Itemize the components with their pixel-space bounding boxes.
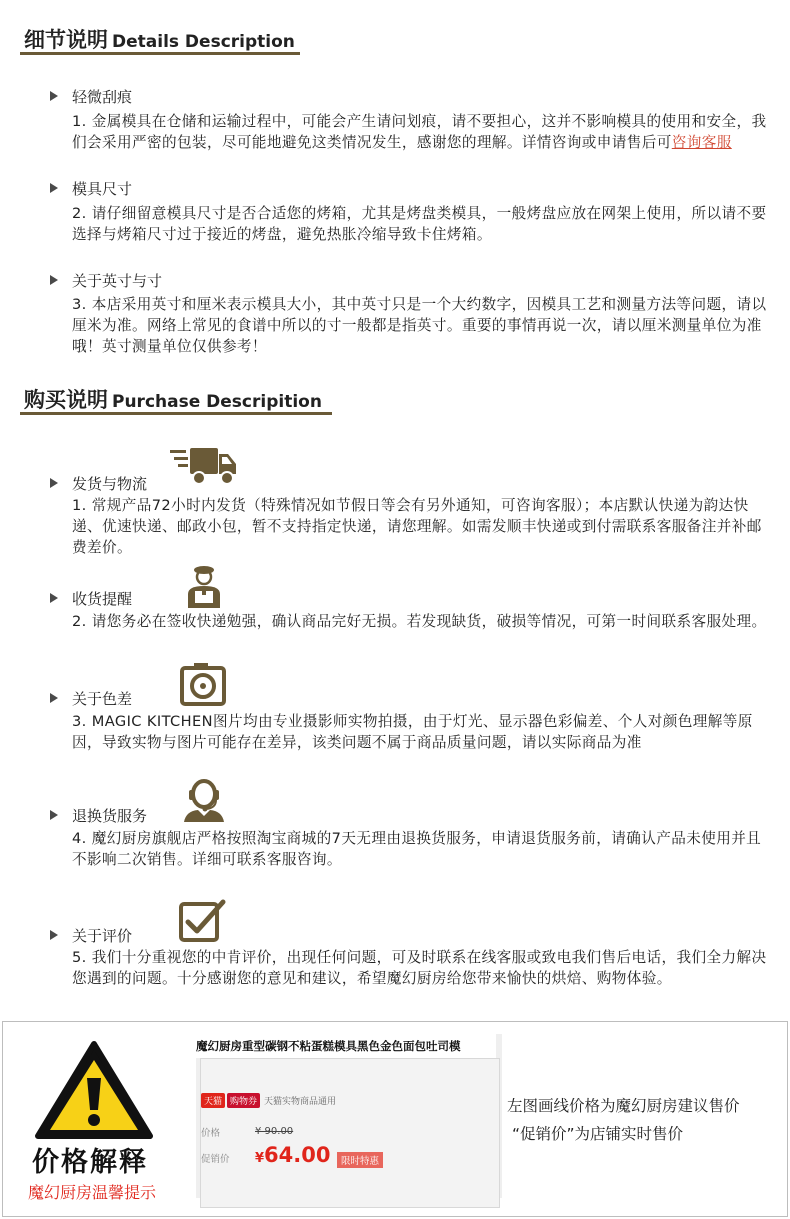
warning-triangle-icon [34,1040,154,1140]
details-title-cn: 细节说明 [24,28,108,52]
purchase-heading-receipt: 收货提醒 [50,588,132,609]
purchase-heading-delivery: 发货与物流 [50,473,147,494]
purchase-heading-review: 关于评价 [50,925,132,946]
purchase-title-cn: 购买说明 [24,388,108,412]
bullet-triangle-icon [50,275,58,285]
coupon-tag: 购物券 [227,1093,260,1108]
tag-description: 天猫实物商品通用 [264,1097,337,1107]
bullet-triangle-icon [50,930,58,940]
purchase-title-en: Purchase Descripition [112,392,322,412]
bullet-triangle-icon [50,91,58,101]
product-price-panel [200,1058,500,1208]
purchase-title-rule [20,412,332,415]
original-price: ¥ 90.00 [255,1126,294,1137]
bullet-triangle-icon [50,478,58,488]
purchase-body-receipt: 2. 请您务必在签收快递勉强，确认商品完好无损。若发现缺货，破损等情况，可第一时间联系客服处理。 [72,613,767,630]
promo-label: 促销价 [201,1154,230,1165]
promo-price: ¥64.00 [255,1143,331,1167]
product-price-card [196,1034,502,1198]
purchase-heading-return: 退换货服务 [50,805,147,826]
purchase-body-color: 3. MAGIC KITCHEN图片均由专业摄影师实物拍摄，由于灯光、显示器色彩偏差、个人对颜色理解等原因，导致实物与图片可能存在差异，该类问题不属于商品质量问题，请以实际商品为准 [72,713,753,751]
delivery-truck-icon [170,446,238,488]
bullet-triangle-icon [50,183,58,193]
original-price-row [201,1125,294,1139]
purchase-body-delivery: 1. 常规产品72小时内发货（特殊情况如节假日等会有另外通知，可咨询客服）；本店默认快递为韵达快递、优速快递、邮政小包，暂不支持指定快递，请您理解。如需发顺丰快递或到付需联系客服备注并补邮费差价。 [72,497,762,556]
details-section-title [24,24,295,54]
purchase-section-title [24,384,322,414]
detail-heading-scratch: 轻微刮痕 [50,86,132,107]
consult-service-link[interactable]: 咨询客服 [671,134,732,151]
courier-package-icon [184,564,224,608]
product-tags [201,1093,336,1108]
bullet-triangle-icon [50,810,58,820]
price-explain-title: 价格解释 [32,1147,148,1178]
product-title: 魔幻厨房重型碳钢不粘蛋糕模具黑色金色面包吐司模 [196,1034,496,1058]
detail-body-scratch: 1. 金属模具在仓储和运输过程中，可能会产生请问划痕，请不要担心，这并不影响模具的使用和安全，我们会采用严密的包装，尽可能地避免这类情况发生，感谢您的理解。详情咨询或申请售后可咨询客服 [72,113,767,151]
notice-line-2: “促销价”为店铺实时售价 [512,1125,684,1143]
details-title-en: Details Description [112,32,295,52]
detail-heading-inch: 关于英寸与寸 [50,270,162,291]
notice-line-1: 左图画线价格为魔幻厨房建议售价 [507,1097,740,1115]
detail-heading-size: 模具尺寸 [50,178,132,199]
purchase-body-review: 5. 我们十分重视您的中肯评价，出现任何问题，可及时联系在线客服或致电我们售后电话，我们全力解决您遇到的问题。十分感谢您的意见和建议，希望魔幻厨房给您带来愉快的烘焙、购物体验。 [72,949,767,987]
promo-price-row [201,1143,380,1167]
limited-offer-badge: 限时特惠 [337,1152,383,1168]
detail-body-size: 2. 请仔细留意模具尺寸是否合适您的烤箱，尤其是烤盘类模具，一般烤盘应放在网架上使用，所以请不要选择与烤箱尺寸过于接近的烤盘，避免热胀冷缩导致卡住烤箱。 [72,205,767,243]
tmall-tag: 天猫 [201,1093,225,1108]
price-label: 价格 [201,1128,221,1139]
customer-service-icon [182,778,226,822]
bullet-triangle-icon [50,593,58,603]
camera-icon [180,662,226,706]
purchase-body-return: 4. 魔幻厨房旗舰店严格按照淘宝商城的7天无理由退换货服务，申请退货服务前，请确认产品未使用并且不影响二次销售。详细可联系客服咨询。 [72,830,762,868]
detail-body-inch: 3. 本店采用英寸和厘米表示模具大小，其中英寸只是一个大约数字，因模具工艺和测量方法等问题，请以厘米为准。网络上常见的食谱中所以的寸一般都是指英寸。重要的事情再说一次，请以厘米测量单位为准哦！英寸测量单位仅供参考！ [72,296,767,355]
bullet-triangle-icon [50,693,58,703]
checkbox-review-icon [178,898,226,944]
details-title-rule [20,52,300,55]
price-explain-subtitle: 魔幻厨房温馨提示 [28,1183,157,1202]
purchase-heading-color: 关于色差 [50,688,132,709]
